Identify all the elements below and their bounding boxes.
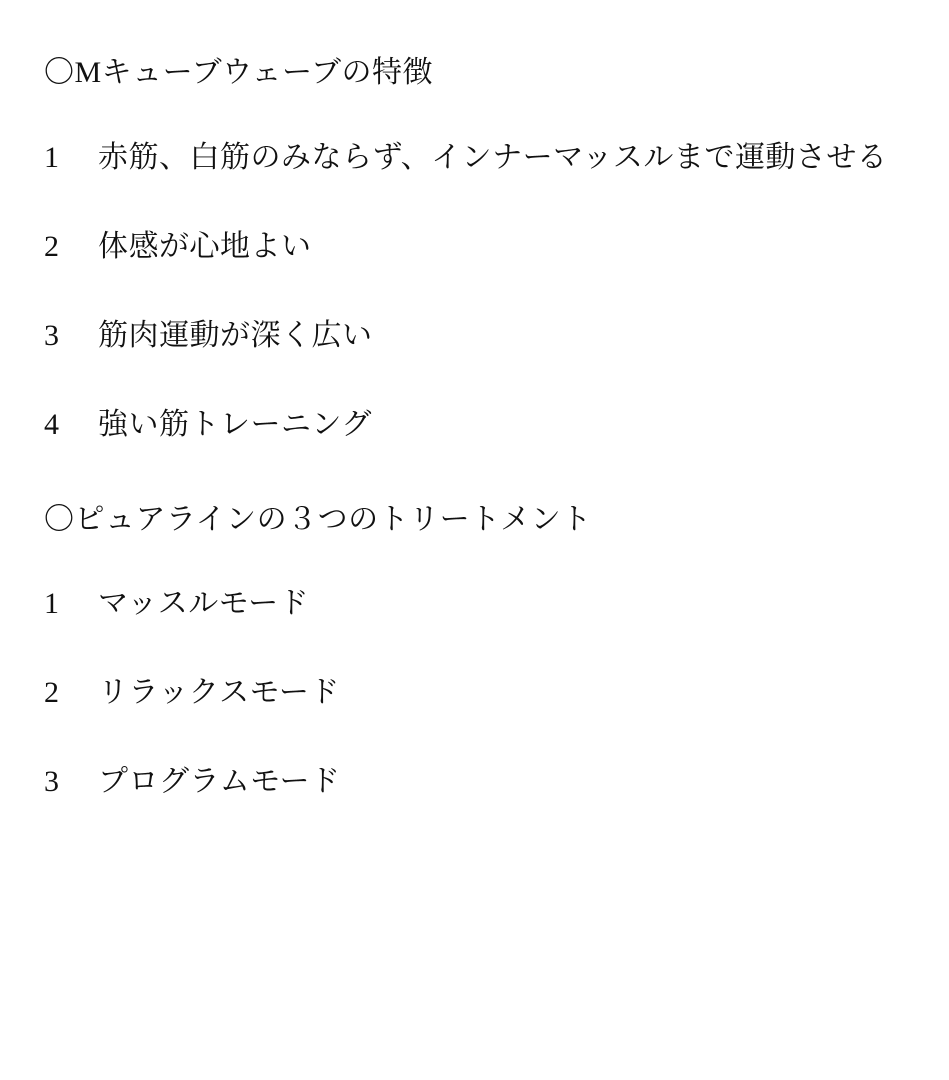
list-item-number: 3	[44, 318, 60, 352]
list-item-number: 4	[44, 407, 60, 441]
list-item	[44, 224, 901, 269]
document-body	[44, 52, 901, 804]
list-item-number: 2	[44, 676, 60, 710]
list-item-label: 強い筋トレーニング	[98, 407, 372, 441]
list-item-label: マッスルモード	[98, 587, 310, 621]
section-heading-features: 〇Mキューブウェーブの特徴	[44, 56, 433, 89]
list-item-label: 赤筋、白筋のみならず、インナーマッスルまで運動させる	[98, 140, 888, 174]
section-heading-treatments: 〇ピュアラインの３つのトリートメント	[44, 502, 592, 536]
list-item	[44, 759, 901, 804]
list-item	[44, 135, 901, 180]
list-item-number: 1	[44, 587, 60, 621]
list-item-label: プログラムモード	[98, 765, 341, 799]
list-item	[44, 402, 901, 447]
list-item-label: 筋肉運動が深く広い	[98, 318, 373, 352]
list-item-label: 体感が心地よい	[98, 229, 312, 263]
list-item-number: 1	[44, 140, 60, 174]
list-item-label: リラックスモード	[98, 676, 340, 710]
list-item-number: 2	[44, 229, 60, 263]
list-item-number: 3	[44, 765, 60, 799]
list-item	[44, 313, 901, 358]
list-item	[44, 581, 901, 626]
list-item	[44, 670, 901, 715]
